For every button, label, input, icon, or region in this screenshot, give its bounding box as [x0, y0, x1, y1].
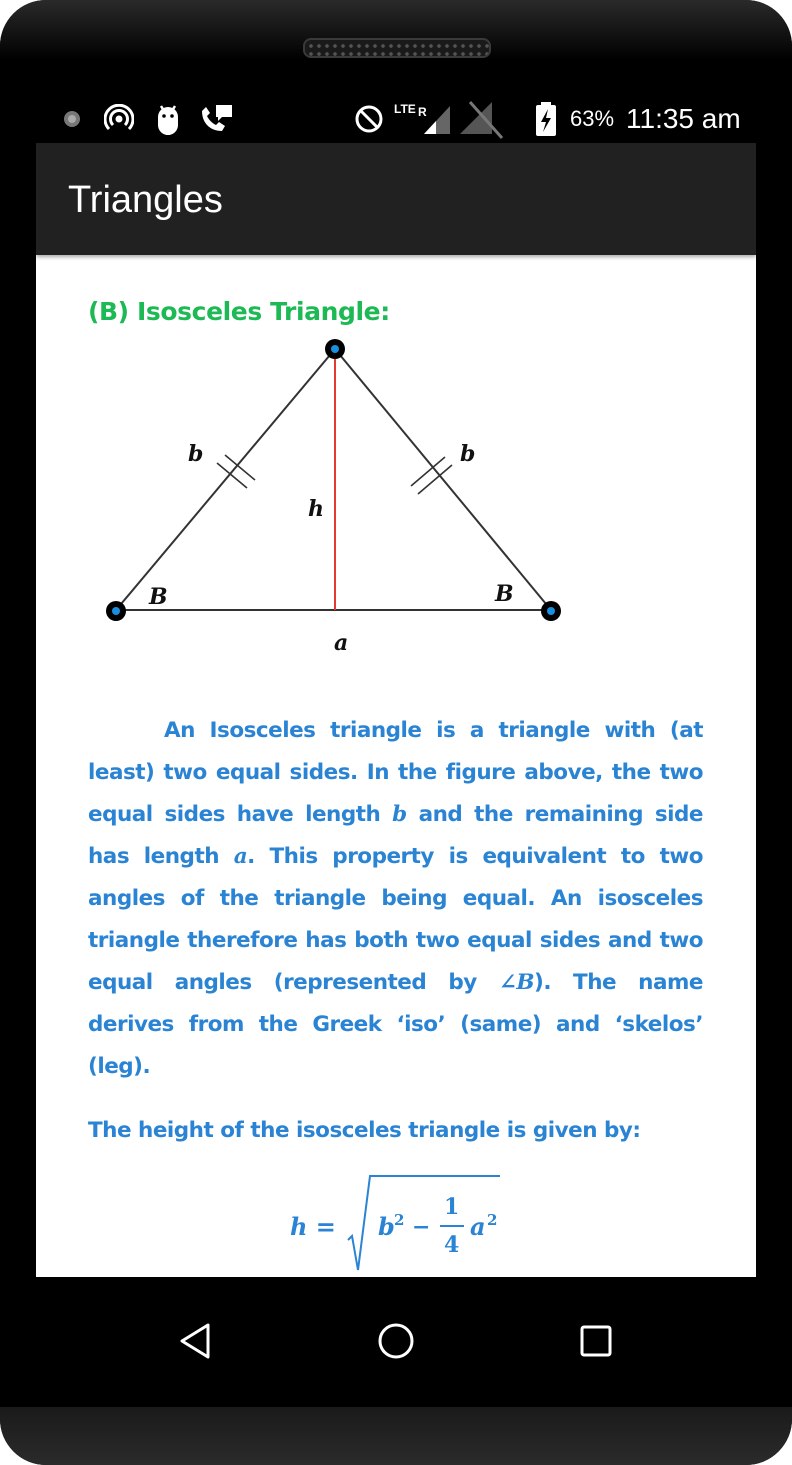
back-button[interactable]	[164, 1309, 228, 1373]
phone-bottom-bezel	[0, 1407, 792, 1465]
isosceles-triangle-figure	[36, 255, 756, 675]
label-height: h	[308, 496, 324, 522]
formula-a: a	[470, 1212, 486, 1241]
para-var-a: a	[233, 844, 248, 869]
label-angle-left: B	[149, 584, 168, 610]
content-scroll-area[interactable]	[36, 255, 756, 1277]
formula-den: 4	[444, 1232, 460, 1258]
label-side-right: b	[460, 441, 476, 467]
android-debug-icon	[154, 95, 182, 143]
para-text-1: An Isosceles triangle is a triangle with (at least) two equal sides. In the figure above, the two equal sides have length	[88, 718, 703, 827]
label-angle-right: B	[495, 581, 514, 607]
network-type-label: LTE	[394, 102, 416, 116]
formula-exp2: 2	[487, 1211, 498, 1229]
para-text-2: and the remaining side has length	[88, 802, 703, 869]
clock-label: 11:35 am	[626, 103, 741, 134]
side-left	[116, 349, 335, 610]
battery-percent	[570, 95, 614, 143]
formula-exp1: 2	[394, 1211, 405, 1229]
height-intro: The height of the isosceles triangle is given by:	[88, 1118, 641, 1143]
battery-percent-label: 63%	[570, 106, 615, 131]
formula-lhs: h =	[290, 1212, 336, 1241]
status-bar	[36, 95, 756, 143]
page-title: Triangles	[68, 179, 223, 221]
back-icon	[176, 1321, 216, 1361]
isosceles-description	[88, 710, 703, 1088]
para-var-b: b	[392, 802, 407, 827]
label-side-left: b	[188, 441, 204, 467]
hotspot-icon	[104, 95, 134, 143]
earpiece-speaker	[303, 38, 491, 58]
para-text-4: ). The name derives from the Greek ‘iso’ (same) and ‘skelos’ (leg).	[88, 970, 703, 1079]
navigation-bar	[0, 1277, 792, 1407]
tick-marks-right	[411, 457, 452, 494]
para-text-3: . This property is equivalent to two angles of the triangle being equal. An isosceles triangle therefore has both two equal sides and two equal angles (represented by	[88, 844, 703, 995]
do-not-disturb-icon	[354, 95, 384, 143]
home-icon	[376, 1321, 416, 1361]
vertex-right	[541, 601, 561, 621]
section-title: (B) Isosceles Triangle:	[88, 297, 390, 326]
call-message-icon	[198, 95, 234, 143]
record-icon	[62, 95, 82, 143]
app-bar	[36, 143, 756, 255]
recents-button[interactable]	[564, 1309, 628, 1373]
side-right	[335, 349, 551, 610]
recents-icon	[576, 1321, 616, 1361]
battery-charging-icon	[534, 95, 558, 143]
label-base: a	[334, 630, 349, 656]
roaming-label: R	[418, 105, 427, 119]
app-screen	[36, 143, 756, 1277]
home-button[interactable]	[364, 1309, 428, 1373]
formula-b: b	[378, 1212, 395, 1241]
clock	[626, 95, 741, 143]
signal-icon	[422, 95, 452, 143]
height-formula	[286, 1170, 546, 1277]
vertex-top	[325, 339, 345, 359]
formula-minus: −	[412, 1214, 431, 1240]
formula-num: 1	[444, 1194, 460, 1220]
para-angle-b: ∠B	[498, 970, 534, 995]
vertex-left	[106, 601, 126, 621]
no-signal-icon	[456, 95, 504, 143]
